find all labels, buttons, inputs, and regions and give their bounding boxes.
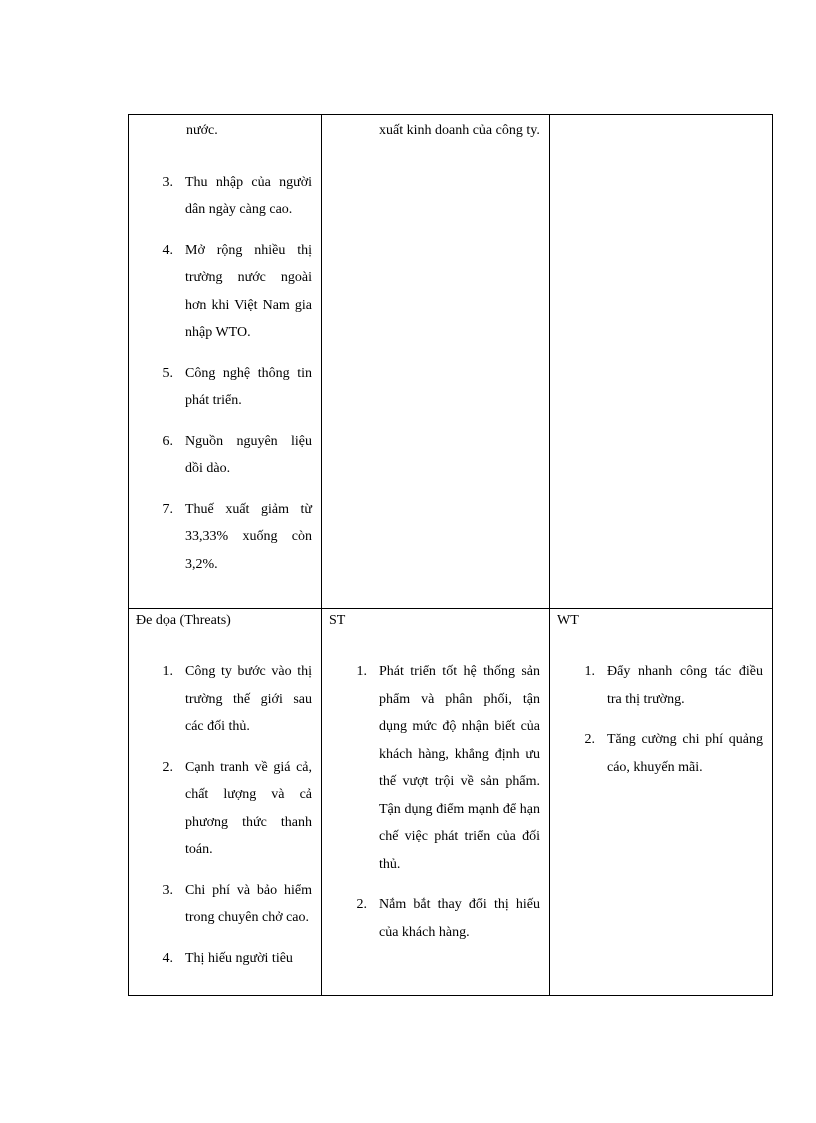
wo-cell — [550, 115, 773, 609]
so-continuation: xuất kinh doanh của công ty. — [379, 123, 540, 138]
wt-cell — [550, 609, 773, 996]
threats-header: Đe dọa (Threats) — [136, 613, 231, 628]
so-cell — [322, 115, 550, 609]
threats-list — [129, 658, 321, 972]
threats-row — [129, 609, 773, 996]
list-item: 1. Phát triển tốt hệ thống sản phẩm và phân phối, tận dụng mức độ nhận biết của khách hàng, khẳng định ưu thế vượt trội về sản phẩm. Tận dụng điểm mạnh để hạn chế việc phát triển của đối thủ. — [356, 664, 540, 872]
threats-cell — [129, 609, 322, 996]
opportunities-row — [129, 115, 773, 609]
st-header: ST — [329, 613, 346, 628]
opportunities-cell — [129, 115, 322, 609]
opportunities-continuation: nước. — [186, 123, 218, 138]
list-item: 6. Nguồn nguyên liệu dồi dào. — [162, 433, 312, 476]
list-item: 5. Công nghệ thông tin phát triển. — [162, 365, 312, 408]
list-item: 4. Thị hiếu người tiêu — [162, 950, 293, 966]
list-item: 4. Mở rộng nhiều thị trường nước ngoài hơn khi Việt Nam gia nhập WTO. — [162, 242, 312, 340]
st-list — [322, 658, 549, 946]
list-item: 7. Thuế xuất giảm từ 33,33% xuống còn 3,2%. — [162, 501, 312, 572]
list-item: 2. Nắm bắt thay đổi thị hiếu của khách hàng. — [356, 897, 540, 940]
wt-header: WT — [557, 613, 579, 628]
list-item: 2. Tăng cường chi phí quảng cáo, khuyến mãi. — [584, 732, 763, 775]
list-item: 3. Chi phí và bảo hiểm trong chuyên chở cao. — [162, 882, 312, 925]
list-item: 1. Đẩy nhanh công tác điều tra thị trường. — [584, 664, 763, 707]
opportunities-list — [129, 169, 321, 579]
list-item: 3. Thu nhập của người dân ngày càng cao. — [162, 174, 312, 217]
list-item: 2. Cạnh tranh về giá cả, chất lượng và cả phương thức thanh toán. — [162, 759, 312, 857]
swot-table — [128, 114, 773, 996]
wt-list — [550, 658, 772, 781]
st-cell — [322, 609, 550, 996]
list-item: 1. Công ty bước vào thị trường thế giới sau các đối thủ. — [162, 664, 312, 734]
